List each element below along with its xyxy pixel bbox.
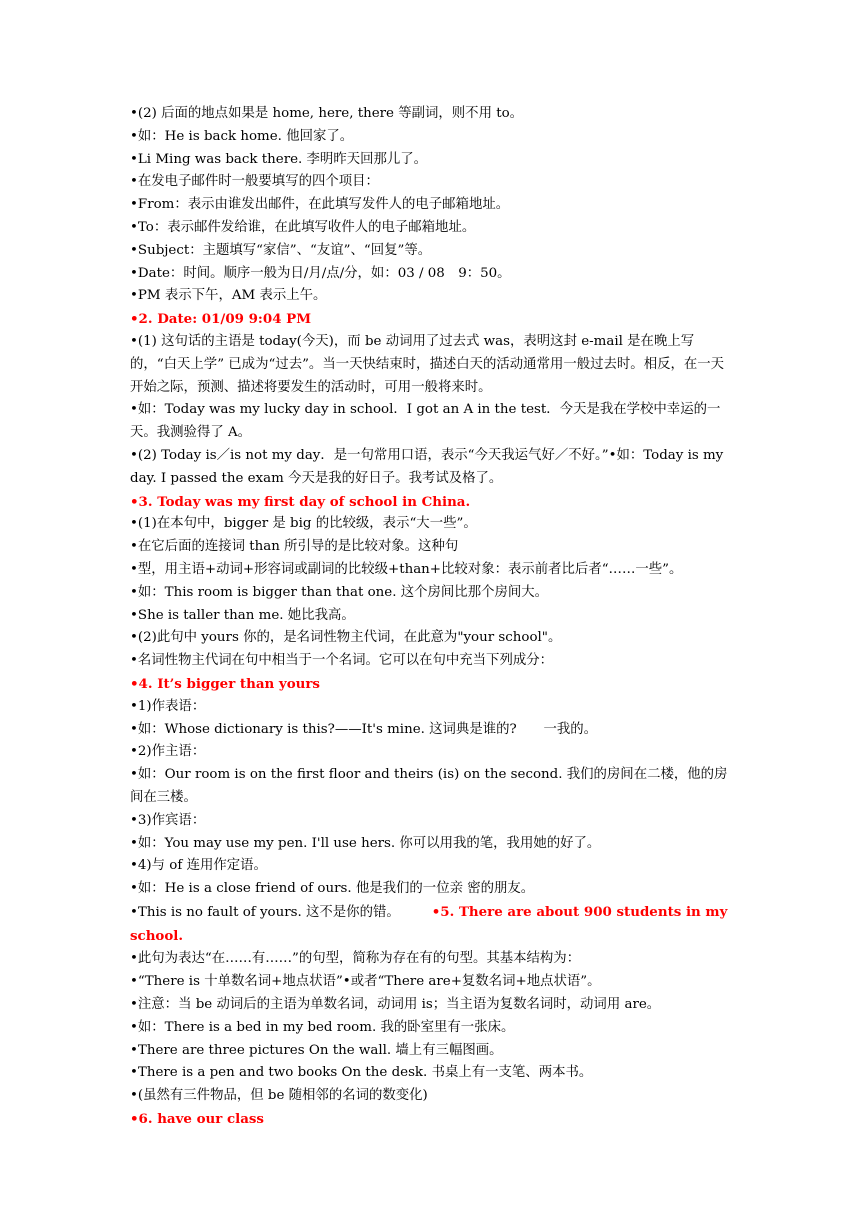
text-line: •注意：当 be 动词后的主语为单数名词，动词用 is；当主语为复数名词时，动词用 are。 — [130, 997, 661, 1013]
text-line: •3)作宾语： — [130, 812, 206, 828]
text-line: •(2) 后面的地点如果是 home, here, there 等副词，则不用 to。 — [130, 106, 524, 121]
text-line: •“There is 十单数名词+地点状语”•或者“There are+复数名词+地点状语”。 — [130, 974, 601, 990]
section-heading: •3. Today was my first day of school in China. — [130, 493, 471, 510]
text-line: •型，用主语+动词+形容词或副词的比较级+than+比较对象：表示前者比后者“……一些”。 — [130, 561, 683, 577]
text-line: •(1) 这句话的主语是 today(今天)，而 be 动词用了过去式 was，表明这封 e-mail 是在晚上写的，“白天上学” 已成为“过去”。当一天快结束时，描述白天的活动通常用一般过去时。相反，在一天开始之际，预测、描述将要发生的活动时，可用一般将来时。 — [130, 333, 725, 395]
text-line: •From：表示由谁发出邮件，在此填写发件人的电子邮箱地址。 — [130, 197, 510, 213]
text-line: •如：Today was my lucky day in school．I got an A in the test．今天是我在学校中幸运的一天。我测验得了 A。 — [130, 402, 721, 441]
text-segment: •This is no fault of yours. 这不是你的错。 — [130, 904, 400, 920]
text-line-with-inline-heading — [130, 901, 734, 949]
text-line: •在它后面的连接词 than 所引导的是比较对象。这种句 — [130, 539, 459, 555]
text-line: •Subject：主题填写“家信”、“友谊”、“回复”等。 — [130, 242, 432, 258]
text-line: •(2)此句中 yours 你的，是名词性物主代词，在此意为"your school"。 — [130, 630, 562, 646]
text-line: •(2) Today is／is not my day．是一句常用口语，表示“今天我运气好／不好。”•如：Today is my day. I passed the exam 今天是我的好日子。我考试及格了。 — [130, 447, 724, 486]
text-line: •1)作表语： — [130, 698, 206, 714]
text-line: •There are three pictures On the wall. 墙上有三幅图画。 — [130, 1042, 503, 1058]
text-line: •To：表示邮件发给谁，在此填写收件人的电子邮箱地址。 — [130, 219, 476, 235]
text-line: •如：He is back home. 他回家了。 — [130, 128, 354, 144]
text-line: •如：This room is bigger than that one. 这个房间比那个房间大。 — [130, 584, 549, 600]
text-line: •She is taller than me. 她比我高。 — [130, 607, 355, 623]
text-line: •如：Whose dictionary is this?——It's mine. 这词典是谁的? 一我的。 — [130, 721, 598, 737]
text-line: •如：He is a close friend of ours. 他是我们的一位亲 密的朋友。 — [130, 881, 535, 897]
text-line: •2)作主语： — [130, 744, 206, 760]
section-heading: •2. Date: 01/09 9:04 PM — [130, 311, 312, 328]
text-line: •此句为表达“在……有……”的句型，简称为存在有的句型。其基本结构为： — [130, 951, 581, 967]
text-line: •如：Our room is on the first floor and theirs (is) on the second. 我们的房间在二楼，他的房间在三楼。 — [130, 767, 728, 805]
text-line: •(虽然有三件物品，但 be 随相邻的名词的数变化) — [130, 1088, 428, 1104]
text-line: •PM 表示下午，AM 表示上午。 — [130, 288, 327, 304]
text-line: •名词性物主代词在句中相当于一个名词。它可以在句中充当下列成分： — [130, 653, 554, 669]
text-line: •There is a pen and two books On the desk. 书桌上有一支笔、两本书。 — [130, 1065, 593, 1081]
section-heading: •5. There are about 900 students in my school. — [130, 903, 728, 944]
document-page — [130, 103, 734, 1131]
section-heading: •6. have our class — [130, 1111, 264, 1128]
text-line: •Li Ming was back there. 李明昨天回那儿了。 — [130, 151, 428, 167]
text-line: •如：You may use my pen. I'll use hers. 你可以用我的笔，我用她的好了。 — [130, 835, 601, 851]
section-heading: •4. It’s bigger than yours — [130, 675, 320, 692]
text-line: •Date：时间。顺序一般为日/月/点/分，如：03 / 08 9：50。 — [130, 265, 511, 281]
text-line: •(1)在本句中，bigger 是 big 的比较级，表示“大一些”。 — [130, 516, 477, 532]
text-line: •如：There is a bed in my bed room. 我的卧室里有一张床。 — [130, 1019, 515, 1035]
text-line: •4)与 of 连用作定语。 — [130, 858, 267, 874]
text-line: •在发电子邮件时一般要填写的四个项目： — [130, 174, 379, 190]
